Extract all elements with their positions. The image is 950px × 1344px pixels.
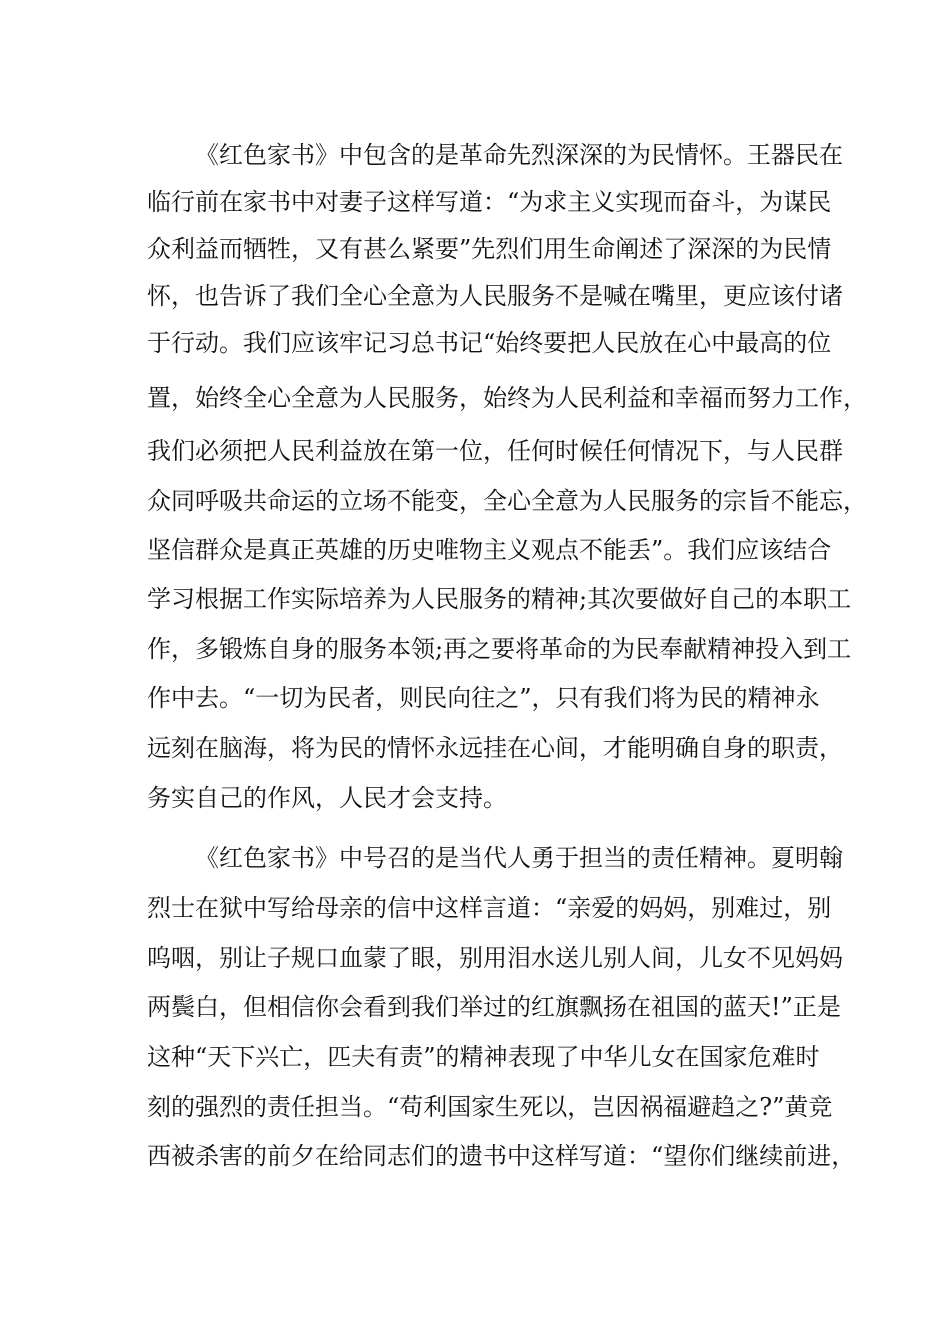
paragraph-1-line-5: 于行动。我们应该牢记习总书记“始终要把人民放在心中最高的位 [147, 329, 832, 357]
paragraph-1-line-9: 坚信群众是真正英雄的历史唯物主义观点不能丢”。我们应该结合 [147, 536, 832, 564]
paragraph-1-line-13: 远刻在脑海，将为民的情怀永远挂在心间，才能明确自身的职责， [147, 734, 843, 762]
paragraph-1-line-3: 众利益而牺牲，又有甚么紧要”先烈们用生命阐述了深深的为民情 [147, 235, 832, 263]
paragraph-1-line-2: 临行前在家书中对妻子这样写道：“为求主义实现而奋斗，为谋民 [147, 188, 832, 216]
paragraph-2-line-6: 刻的强烈的责任担当。“苟利国家生死以，岂因祸福避趋之?”黄竞 [147, 1093, 833, 1121]
paragraph-1-line-4: 怀，也告诉了我们全心全意为人民服务不是喊在嘴里，更应该付诸 [147, 282, 843, 310]
paragraph-1-line-11: 作，多锻炼自身的服务本领;再之要将革命的为民奉献精神投入到工 [147, 635, 852, 663]
paragraph-1-line-8: 众同呼吸共命运的立场不能变，全心全意为人民服务的宗旨不能忘， [147, 487, 867, 515]
paragraph-1-line-1: 《红色家书》中包含的是革命先烈深深的为民情怀。王器民在 [195, 141, 843, 169]
paragraph-2-line-1: 《红色家书》中号召的是当代人勇于担当的责任精神。夏明翰 [195, 844, 843, 872]
paragraph-2-line-3: 呜咽，别让子规口血蒙了眼，别用泪水送儿别人间，儿女不见妈妈 [147, 944, 843, 972]
paragraph-1-line-10: 学习根据工作实际培养为人民服务的精神;其次要做好自己的本职工 [147, 585, 852, 613]
paragraph-2-line-2: 烈士在狱中写给母亲的信中这样言道：“亲爱的妈妈，别难过，别 [147, 894, 832, 922]
paragraph-1-line-6: 置，始终全心全意为人民服务，始终为人民利益和幸福而努力工作， [147, 384, 867, 412]
paragraph-1-line-12: 作中去。“一切为民者，则民向往之”，只有我们将为民的精神永 [147, 684, 820, 712]
paragraph-2-line-5: 这种“天下兴亡，匹夫有责”的精神表现了中华儿女在国家危难时 [147, 1043, 820, 1071]
paragraph-1-line-14: 务实自己的作风，人民才会支持。 [147, 784, 507, 812]
paragraph-2-line-4: 两鬓白，但相信你会看到我们举过的红旗飘扬在祖国的蓝天!”正是 [147, 993, 841, 1021]
paragraph-2-line-7: 西被杀害的前夕在给同志们的遗书中这样写道：“望你们继续前进， [147, 1142, 856, 1170]
paragraph-1-line-7: 我们必须把人民利益放在第一位，任何时候任何情况下，与人民群 [147, 437, 843, 465]
